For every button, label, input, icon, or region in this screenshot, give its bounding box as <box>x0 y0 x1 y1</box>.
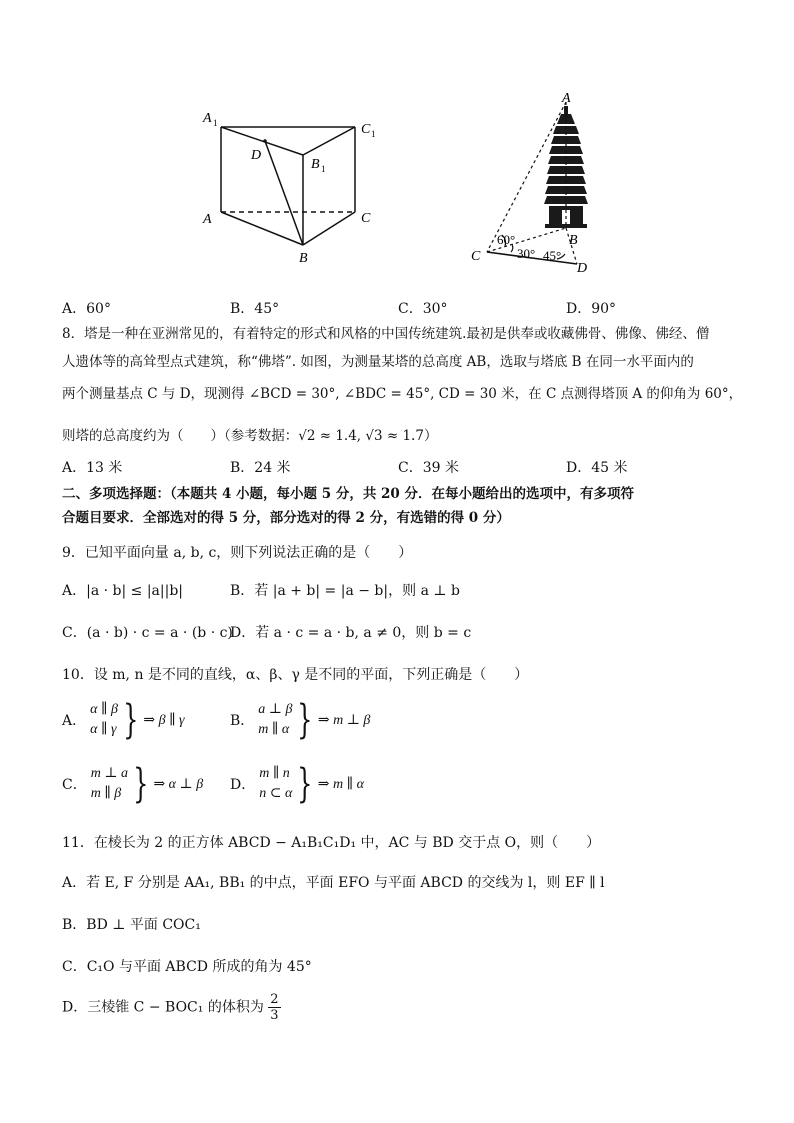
q11-option-d: D．三棱锥 C − BOC₁ 的体积为 $\frac{2}{3}$ <box>62 992 279 1023</box>
q8-option-d: D．45 米 <box>566 460 628 476</box>
q7-option-a: A．60° <box>62 301 111 317</box>
q8-line-4: 则塔的总高度约为（ ）（参考数据：√2 ≈ 1.4, √3 ≈ 1.7） <box>62 428 438 444</box>
q10-option-a: A． α ∥ β α ∥ γ } ⇒ β ∥ γ <box>62 697 185 743</box>
volume-fraction: $\frac{2}{3}$ <box>270 992 279 1023</box>
label-c1: C <box>361 122 371 137</box>
q8-line-2: 人遗体等的高耸型点式建筑，称“佛塔”. 如图，为测量某塔的总高度 AB，选取与塔底 B 在同一水平面内的 <box>62 354 694 370</box>
tower-label-c: C <box>471 249 481 264</box>
q7-option-b: B．45° <box>230 301 280 317</box>
q9-option-d: D．若 a · c = a · b, a ≠ 0，则 b = c <box>230 625 472 641</box>
q10-option-c: C． m ⊥ a m ∥ β } ⇒ α ⊥ β <box>62 761 204 807</box>
label-a1: A <box>203 111 212 126</box>
tower-figure <box>465 92 605 277</box>
q8-option-c: C．39 米 <box>398 460 459 476</box>
label-d: D <box>251 148 262 163</box>
label-c: C <box>361 211 371 226</box>
tower-label-b: B <box>569 233 578 248</box>
q7-option-d: D．90° <box>566 301 617 317</box>
label-b1: B <box>311 157 320 172</box>
q10-option-b: B． a ⊥ β m ∥ α } ⇒ m ⊥ β <box>230 697 371 743</box>
label-b: B <box>299 251 308 266</box>
label-a1-sub: 1 <box>213 118 218 128</box>
tower-label-d: D <box>577 261 588 276</box>
angle-30-label: 30° <box>517 246 536 261</box>
section-2-heading: 二、多项选择题：（本题共 4 小题，每小题 5 分，共 20 分．在每小题给出的选项中，有多项符 <box>62 486 635 502</box>
q10-option-d: D． m ∥ n n ⊂ α } ⇒ m ∥ α <box>230 761 364 807</box>
q10-stem: 10．设 m, n 是不同的直线，α、β、γ 是不同的平面，下列正确是（ ） <box>62 667 529 683</box>
q8-option-a: A．13 米 <box>62 460 123 476</box>
q7-option-c: C．30° <box>398 301 448 317</box>
section-2-heading-cont: 合题目要求．全部选对的得 5 分，部分选对的得 2 分，有选错的得 0 分） <box>62 510 510 526</box>
q8-line-1: 8．塔是一种在亚洲常见的，有着特定的形式和风格的中国传统建筑.最初是供奉或收藏佛骨、佛像、佛经、僧 <box>62 326 710 342</box>
q9-stem: 9．已知平面向量 a, b, c，则下列说法正确的是（ ） <box>62 545 413 561</box>
angle-60-label: 60° <box>497 232 516 247</box>
q8-option-b: B．24 米 <box>230 460 291 476</box>
q9-option-c: C．(a · b) · c = a · (b · c) <box>62 625 233 641</box>
tower-label-a: A <box>562 92 571 106</box>
label-c1-sub: 1 <box>371 129 376 139</box>
q11-stem: 11．在棱长为 2 的正方体 ABCD − A₁B₁C₁D₁ 中，AC 与 BD 交于点 O，则（ ） <box>62 835 601 851</box>
q8-line-3: 两个测量基点 C 与 D，现测得 ∠BCD = 30°, ∠BDC = 45°, CD = 30 米，在 C 点测得塔顶 A 的仰角为 60°， <box>62 386 743 402</box>
q9-option-b: B．若 |a + b| = |a − b|，则 a ⊥ b <box>230 583 460 599</box>
q11-option-b: B．BD ⊥ 平面 COC₁ <box>62 917 201 933</box>
q11-option-a: A．若 E, F 分别是 AA₁, BB₁ 的中点，平面 EFO 与平面 ABCD 的交线为 l，则 EF ∥ l <box>62 875 605 891</box>
angle-45-label: 45° <box>543 248 562 263</box>
q9-option-a: A．|a · b| ≤ |a||b| <box>62 583 184 599</box>
label-b1-sub: 1 <box>321 164 326 174</box>
prism-figure <box>195 100 395 270</box>
q11-option-c: C．C₁O 与平面 ABCD 所成的角为 45° <box>62 959 312 975</box>
label-a: A <box>203 212 212 227</box>
